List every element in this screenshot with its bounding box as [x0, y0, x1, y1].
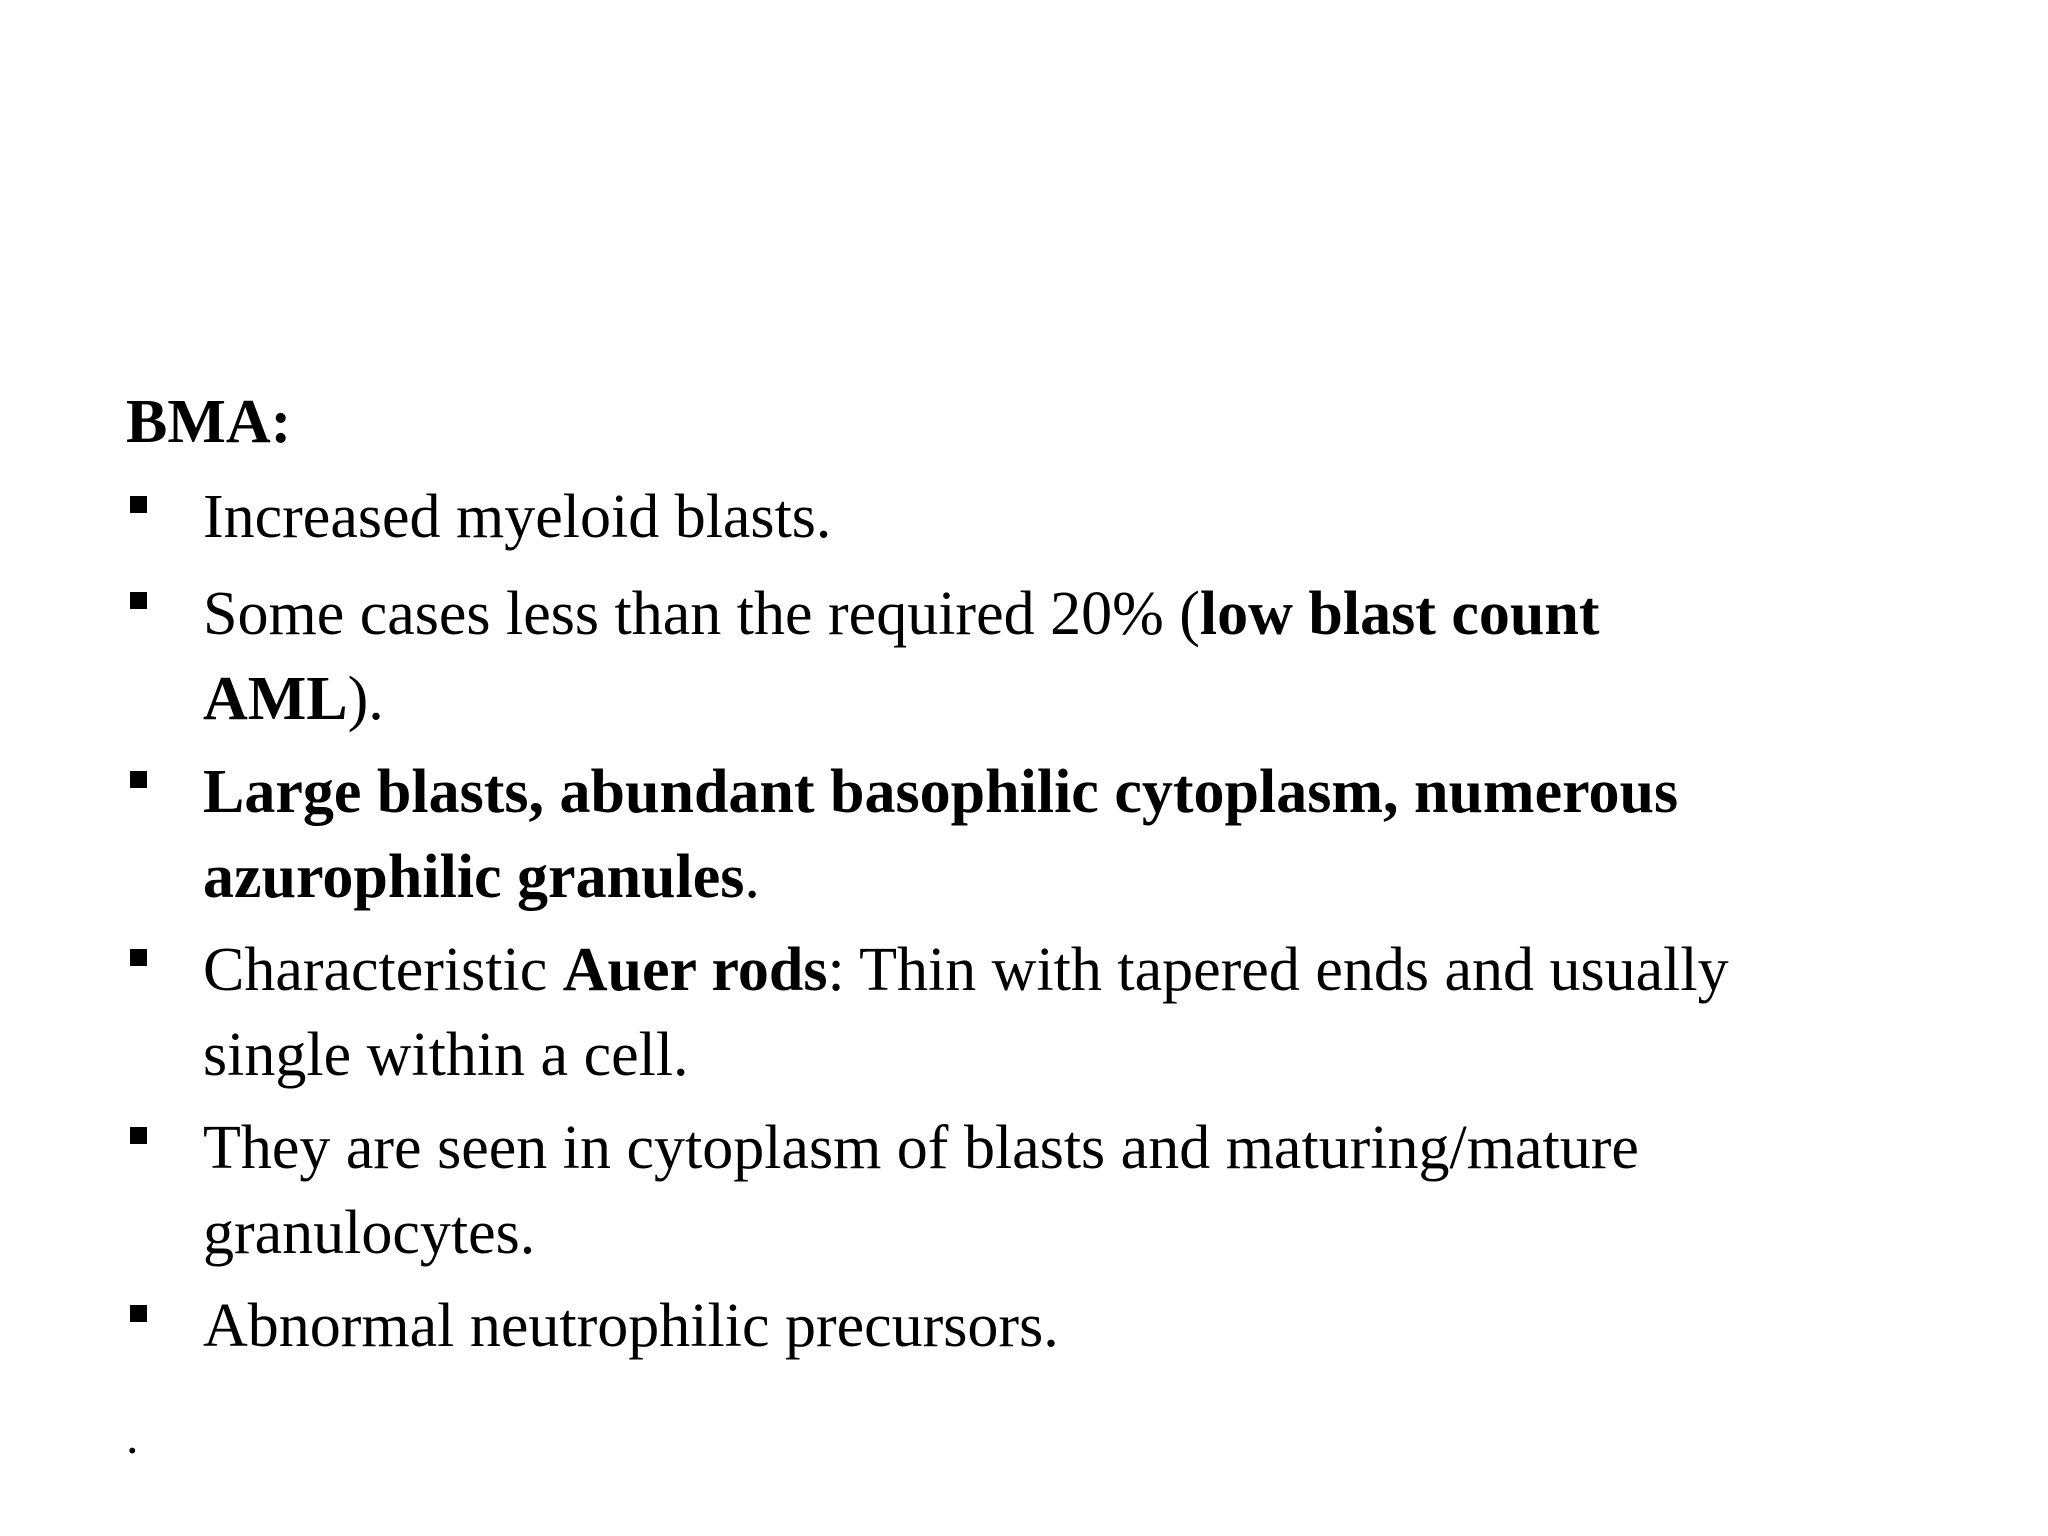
bullet-text: Large blasts, abundant basophilic cytoplasm, numerous	[203, 758, 1679, 826]
bullet-text: single within a cell.	[203, 1021, 689, 1089]
bullet-text: Some cases less than the required 20% (low blast count	[203, 580, 1600, 648]
bullet-text: granulocytes.	[203, 1199, 536, 1267]
bullet-text: AML).	[203, 665, 384, 733]
bullet-text: They are seen in cytoplasm of blasts and maturing/mature	[203, 1114, 1639, 1182]
bullet-text: azurophilic granules.	[203, 843, 760, 911]
square-bullet-icon	[130, 1305, 147, 1322]
bullet-text: Characteristic Auer rods: Thin with tapered ends and usually	[203, 936, 1729, 1004]
bullet-text: Increased myeloid blasts.	[203, 483, 832, 551]
bullet-text: Abnormal neutrophilic precursors.	[203, 1292, 1059, 1360]
square-bullet-icon	[130, 592, 147, 609]
trailing-dot: .	[126, 1408, 139, 1464]
square-bullet-icon	[130, 949, 147, 966]
square-bullet-icon	[130, 496, 147, 513]
section-heading: BMA:	[126, 388, 292, 456]
square-bullet-icon	[130, 1127, 147, 1144]
square-bullet-icon	[130, 771, 147, 788]
